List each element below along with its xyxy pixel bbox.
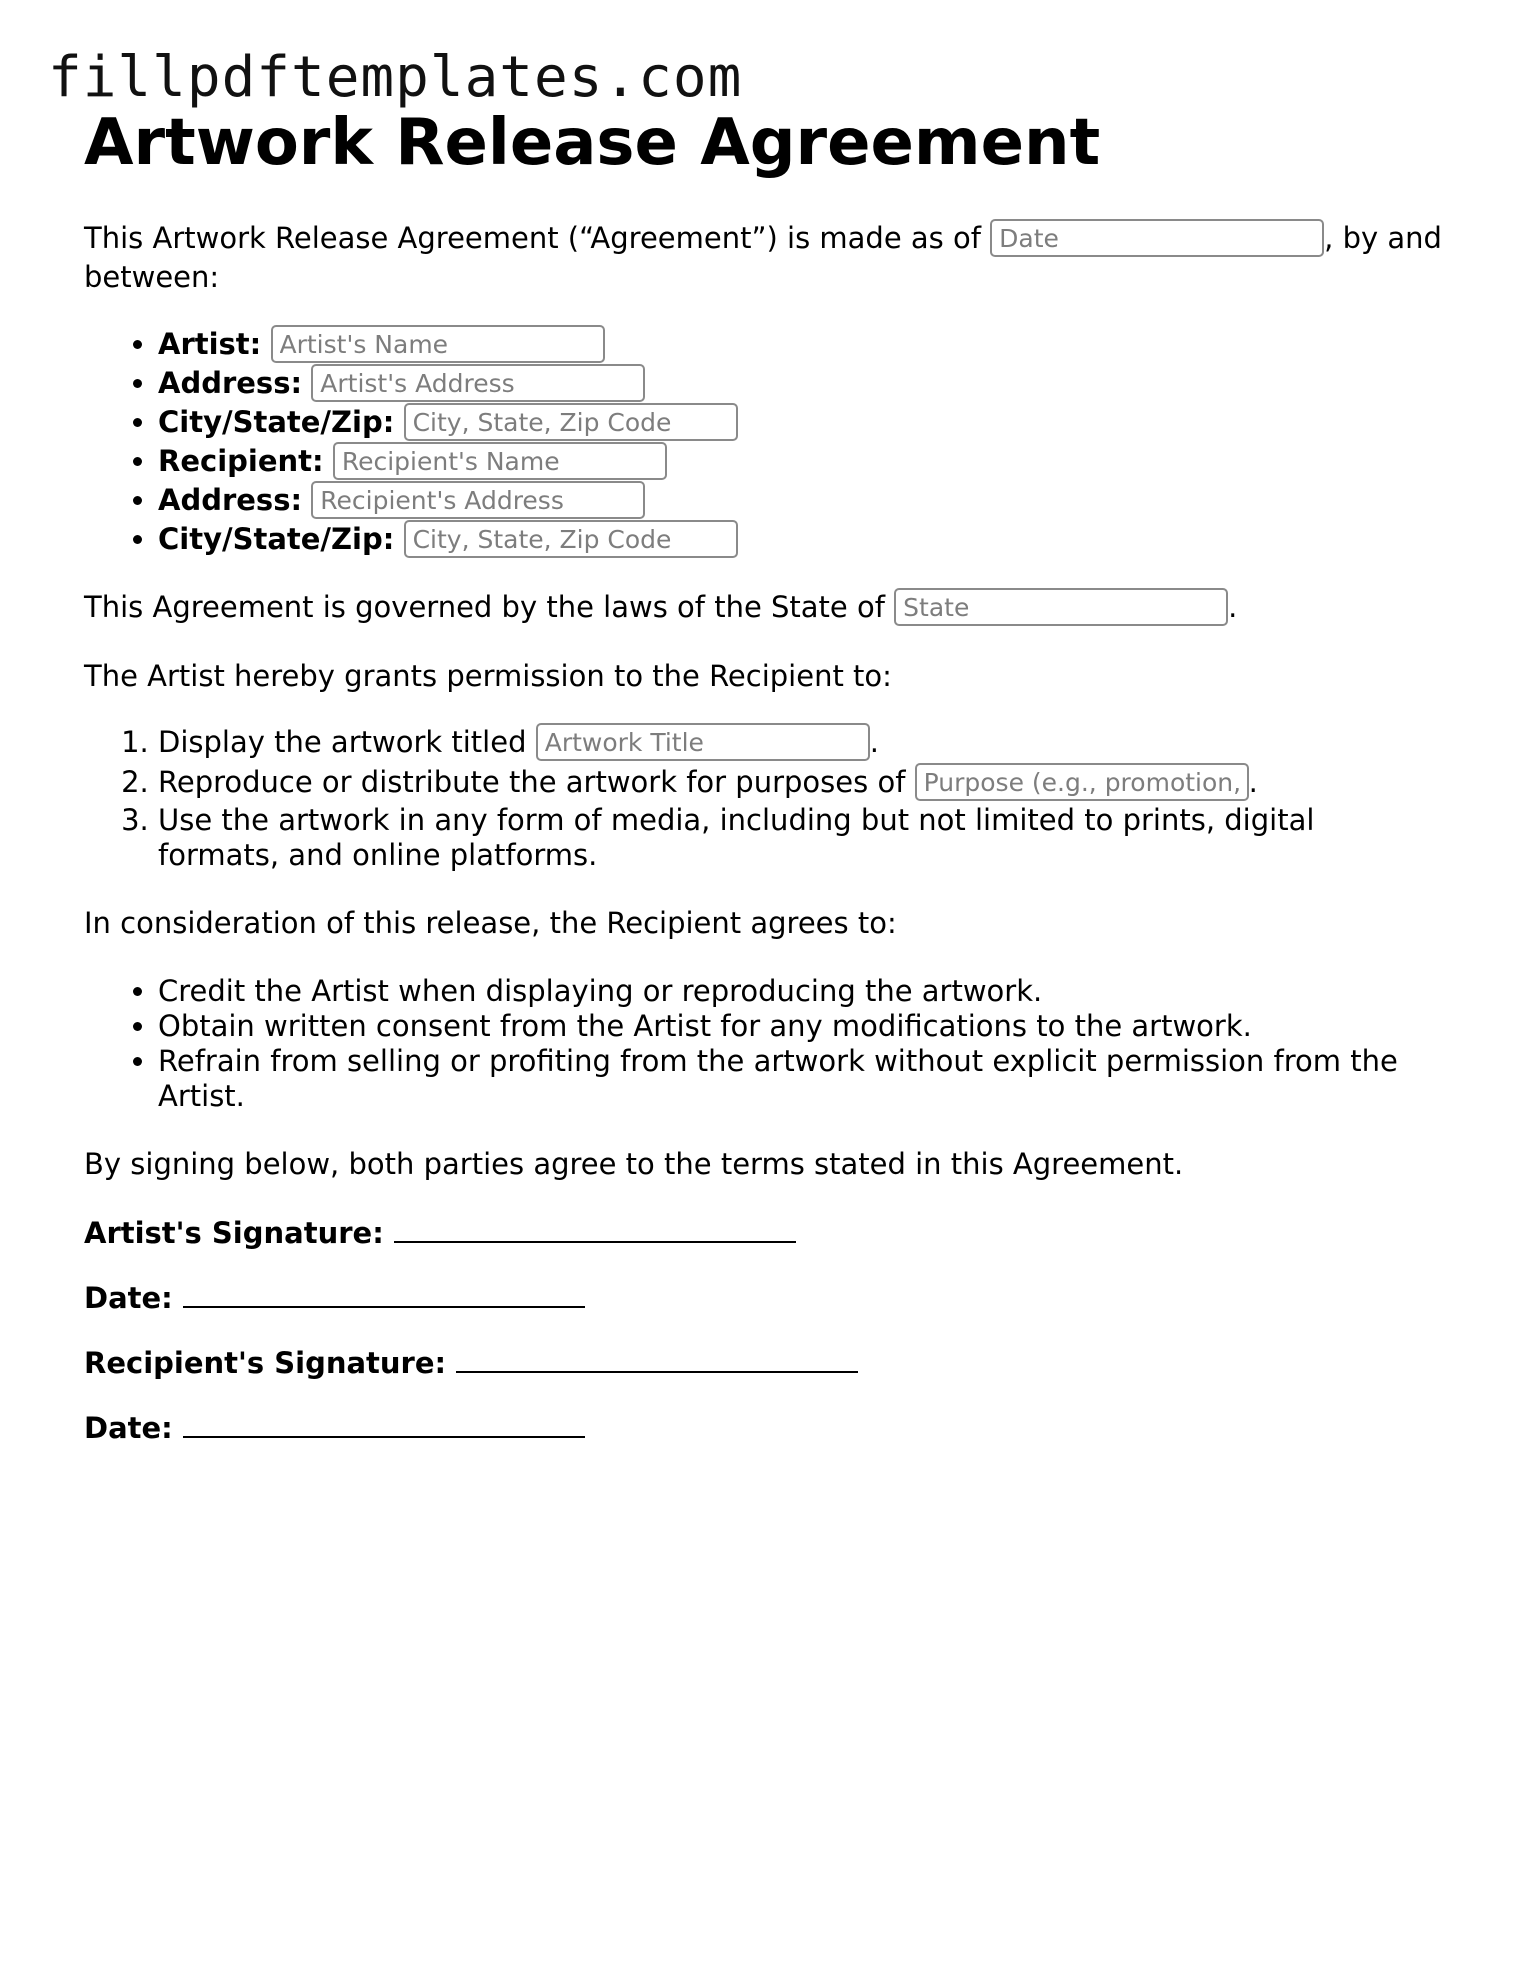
artist-signature-row <box>84 1215 1444 1252</box>
artist-city-state-zip-field[interactable] <box>404 403 738 441</box>
recipient-city-state-zip-field[interactable] <box>404 520 738 558</box>
list-item: • Credit the Artist when displaying or reproducing the artwork. <box>158 974 1444 1009</box>
signing-statement: By signing below, both parties agree to the terms stated in this Agreement. <box>84 1147 1184 1181</box>
artist-city-label: City/State/Zip: <box>158 405 395 439</box>
recipient-city-label: City/State/Zip: <box>158 522 395 556</box>
recipient-address-label: Address: <box>158 483 303 517</box>
artist-date-label: Date: <box>84 1281 173 1315</box>
list-item <box>158 723 1444 763</box>
artist-label: Artist: <box>158 327 262 361</box>
list-item: • Obtain written consent from the Artist for any modifications to the artwork. <box>158 1009 1444 1044</box>
list-item <box>158 325 1444 364</box>
page-title: Artwork Release Agreement <box>84 106 1101 180</box>
list-item <box>158 403 1444 442</box>
intro-paragraph <box>84 220 1444 296</box>
intro-text-end: , by and between: <box>84 221 1442 294</box>
grant-display-text-end: . <box>869 725 879 759</box>
state-field[interactable] <box>894 588 1228 626</box>
grant-intro: The Artist hereby grants permission to the Recipient to: <box>84 659 892 693</box>
list-item <box>158 763 1444 803</box>
agreement-date-field[interactable] <box>990 219 1324 257</box>
artist-address-label: Address: <box>158 366 303 400</box>
artist-date-line[interactable] <box>183 1280 585 1308</box>
artwork-title-field[interactable] <box>536 723 870 761</box>
intro-text: This Artwork Release Agreement (“Agreement”) is made as of <box>84 221 981 255</box>
artist-date-row <box>84 1280 1444 1317</box>
list-item <box>158 803 1444 873</box>
list-item <box>158 364 1444 403</box>
parties-list <box>84 325 1444 559</box>
grant-reproduce-text: Reproduce or distribute the artwork for purposes of <box>158 765 906 799</box>
list-item: • Refrain from selling or profiting from the artwork without explicit permission from the Artist. <box>158 1044 1444 1114</box>
obligations-list <box>84 974 1444 1114</box>
purpose-field[interactable] <box>915 763 1249 801</box>
grants-list <box>84 723 1444 873</box>
governing-law-text-end: . <box>1228 590 1238 624</box>
recipient-date-row <box>84 1410 1444 1447</box>
list-item <box>158 520 1444 559</box>
recipient-name-field[interactable] <box>333 442 667 480</box>
recipient-signature-label: Recipient's Signature: <box>84 1346 447 1380</box>
governing-law-text: This Agreement is governed by the laws of the State of <box>84 590 885 624</box>
recipient-date-label: Date: <box>84 1411 173 1445</box>
artist-address-field[interactable] <box>311 364 645 402</box>
recipient-address-field[interactable] <box>311 481 645 519</box>
artist-name-field[interactable] <box>271 325 605 363</box>
watermark: fillpdftemplates.com <box>48 45 743 110</box>
grant-reproduce-text-end: . <box>1248 765 1258 799</box>
governing-law-paragraph <box>84 589 1444 628</box>
consideration-intro: In consideration of this release, the Recipient agrees to: <box>84 906 897 940</box>
list-item <box>158 442 1444 481</box>
recipient-label: Recipient: <box>158 444 324 478</box>
artist-signature-line[interactable] <box>394 1215 796 1243</box>
recipient-date-line[interactable] <box>183 1410 585 1438</box>
artist-signature-label: Artist's Signature: <box>84 1216 384 1250</box>
grant-display-text: Display the artwork titled <box>158 725 527 759</box>
recipient-signature-row <box>84 1345 1444 1382</box>
list-item <box>158 481 1444 520</box>
recipient-signature-line[interactable] <box>456 1345 858 1373</box>
grant-media-text: Use the artwork in any form of media, including but not limited to prints, digital formats, and online platforms. <box>158 803 1315 872</box>
agreement-document <box>84 108 1444 1447</box>
